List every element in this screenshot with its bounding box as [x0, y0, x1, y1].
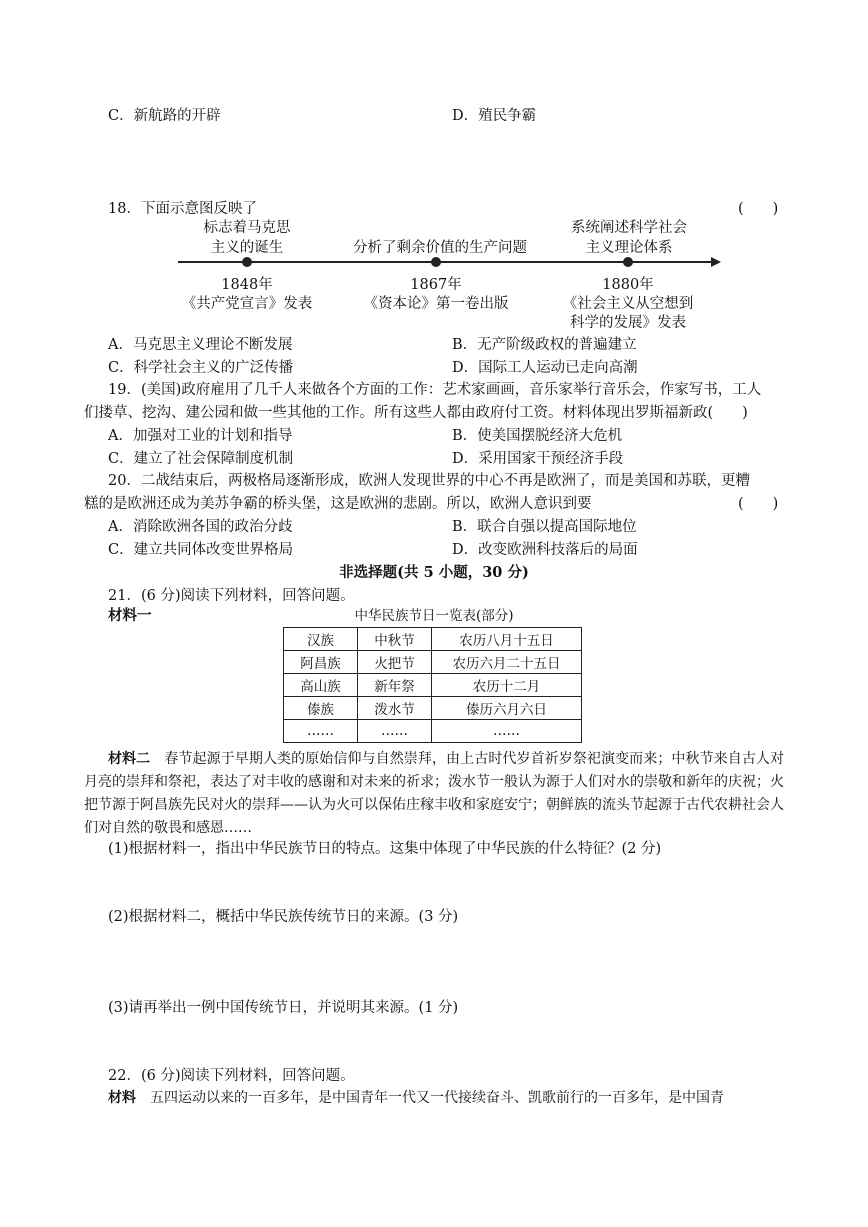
table-cell: 农历八月十五日	[432, 628, 582, 651]
table-cell: 农历十二月	[432, 674, 582, 697]
table-cell: 火把节	[358, 651, 432, 674]
table-cell: ……	[432, 720, 582, 743]
q18-stem: 18．下面示意图反映了	[108, 201, 257, 217]
table-cell: 中秋节	[358, 628, 432, 651]
q18-option-c: C．科学社会主义的广泛传播	[108, 360, 294, 376]
timeline-3-event-line2: 科学的发展》发表	[570, 315, 686, 331]
timeline-1-top-line1: 标志着马克思	[203, 220, 291, 236]
q22-material-text: 五四运动以来的一百多年，是中国青年一代又一代接续奋斗、凯歌前行的一百多年，是中国青	[150, 1090, 724, 1106]
timeline-2-event: 《资本论》第一卷出版	[363, 296, 509, 312]
festival-table	[283, 627, 582, 743]
timeline-3-year: 1880年	[602, 277, 654, 293]
timeline-1-year: 1848年	[221, 277, 273, 293]
q19-option-a: A．加强对工业的计划和指导	[108, 428, 293, 444]
q22-material	[108, 1088, 724, 1108]
timeline-1-top-line2: 主义的诞生	[210, 240, 284, 256]
q21-material2-text: 春节起源于早期人类的原始信仰与自然崇拜，由上古时代岁首祈岁祭祀演变而来；中秋节来自古人对月亮的崇拜和祭祀，表达了对丰收的感谢和对未来的祈求；泼水节一般认为源于人们对水的崇敬和新年的庆祝；火把节源于阿昌族先民对火的崇拜——认为火可以保佑庄稼丰收和家庭安宁；朝鲜族的流头节起源于古代农耕社会人们对自然的敬畏和感恩……	[84, 751, 785, 836]
timeline-2-year: 1867年	[410, 277, 462, 293]
q19-option-c: C．建立了社会保障制度机制	[108, 451, 294, 467]
q18-option-a: A．马克思主义理论不断发展	[108, 337, 293, 353]
timeline-dot-1880	[623, 257, 633, 267]
table-cell: ……	[358, 720, 432, 743]
q22-material-label: 材料	[108, 1090, 136, 1106]
table-row	[284, 674, 582, 697]
table-row	[284, 697, 582, 720]
q18-answer-bracket: ( )	[738, 201, 779, 217]
table-cell: 傣族	[284, 697, 358, 720]
q18-option-d: D．国际工人运动已走向高潮	[452, 360, 638, 376]
q20-answer-bracket: ( )	[738, 496, 779, 512]
table-row	[284, 720, 582, 743]
q21-subquestion-2: (2)根据材料二，概括中华民族传统节日的来源。(3 分)	[108, 909, 459, 925]
table-cell: ……	[284, 720, 358, 743]
table-cell: 汉族	[284, 628, 358, 651]
table-cell: 农历六月二十五日	[432, 651, 582, 674]
q18-option-b: B．无产阶级政权的普遍建立	[452, 337, 637, 353]
timeline-3-event-line1: 《社会主义从空想到	[562, 296, 694, 312]
timeline-3-top-line1: 系统阐述科学社会	[571, 220, 687, 236]
timeline-arrow-icon	[711, 257, 721, 267]
q21-material2	[84, 748, 784, 840]
q21-material1-label: 材料一	[108, 607, 152, 624]
q22-stem: 22．(6 分)阅读下列材料，回答问题。	[108, 1068, 355, 1084]
table-cell: 傣历六月六日	[432, 697, 582, 720]
q20-option-b: B．联合自强以提高国际地位	[452, 519, 637, 535]
table-cell: 泼水节	[358, 697, 432, 720]
q21-stem: 21．(6 分)阅读下列材料，回答问题。	[108, 588, 355, 604]
q21-material2-label: 材料二	[108, 751, 151, 767]
q19-stem-line2: 们搂草、挖沟、建公园和做一些其他的工作。所有这些人都由政府付工资。材料体现出罗斯福新政( )	[84, 405, 748, 421]
timeline-3-top-line2: 主义理论体系	[585, 240, 673, 256]
timeline-2-top: 分析了剩余价值的生产问题	[353, 240, 527, 256]
table-cell: 高山族	[284, 674, 358, 697]
q19-stem-line1: 19．(美国)政府雇用了几千人来做各个方面的工作：艺术家画画，音乐家举行音乐会，作家写书，工人	[108, 382, 762, 398]
table-cell: 新年祭	[358, 674, 432, 697]
q20-option-c: C．建立共同体改变世界格局	[108, 542, 294, 558]
section-title: 非选择题(共 5 小题，30 分)	[339, 564, 529, 581]
q20-option-a: A．消除欧洲各国的政治分歧	[108, 519, 293, 535]
table-row	[284, 651, 582, 674]
table-title: 中华民族节日一览表(部分)	[354, 608, 514, 624]
timeline-1-event: 《共产党宣言》发表	[181, 296, 313, 312]
q20-stem-line2: 糕的是欧洲还成为美苏争霸的桥头堡，这是欧洲的悲剧。所以，欧洲人意识到要	[84, 496, 592, 512]
q17-option-d: D．殖民争霸	[452, 108, 537, 124]
q19-option-b: B．使美国摆脱经济大危机	[452, 428, 623, 444]
q17-option-c: C．新航路的开辟	[108, 108, 221, 124]
table-cell: 阿昌族	[284, 651, 358, 674]
q20-stem-line1: 20．二战结束后，两极格局逐渐形成，欧洲人发现世界的中心不再是欧洲了，而是美国和苏联，更糟	[108, 473, 750, 489]
q20-option-d: D．改变欧洲科技落后的局面	[452, 542, 638, 558]
q21-subquestion-1: (1)根据材料一，指出中华民族节日的特点。这集中体现了中华民族的什么特征？(2 分)	[108, 841, 662, 857]
q21-subquestion-3: (3)请再举出一例中国传统节日，并说明其来源。(1 分)	[108, 1000, 459, 1016]
timeline-dot-1848	[242, 257, 252, 267]
table-row	[284, 628, 582, 651]
q19-option-d: D．采用国家干预经济手段	[452, 451, 624, 467]
timeline-dot-1867	[431, 257, 441, 267]
